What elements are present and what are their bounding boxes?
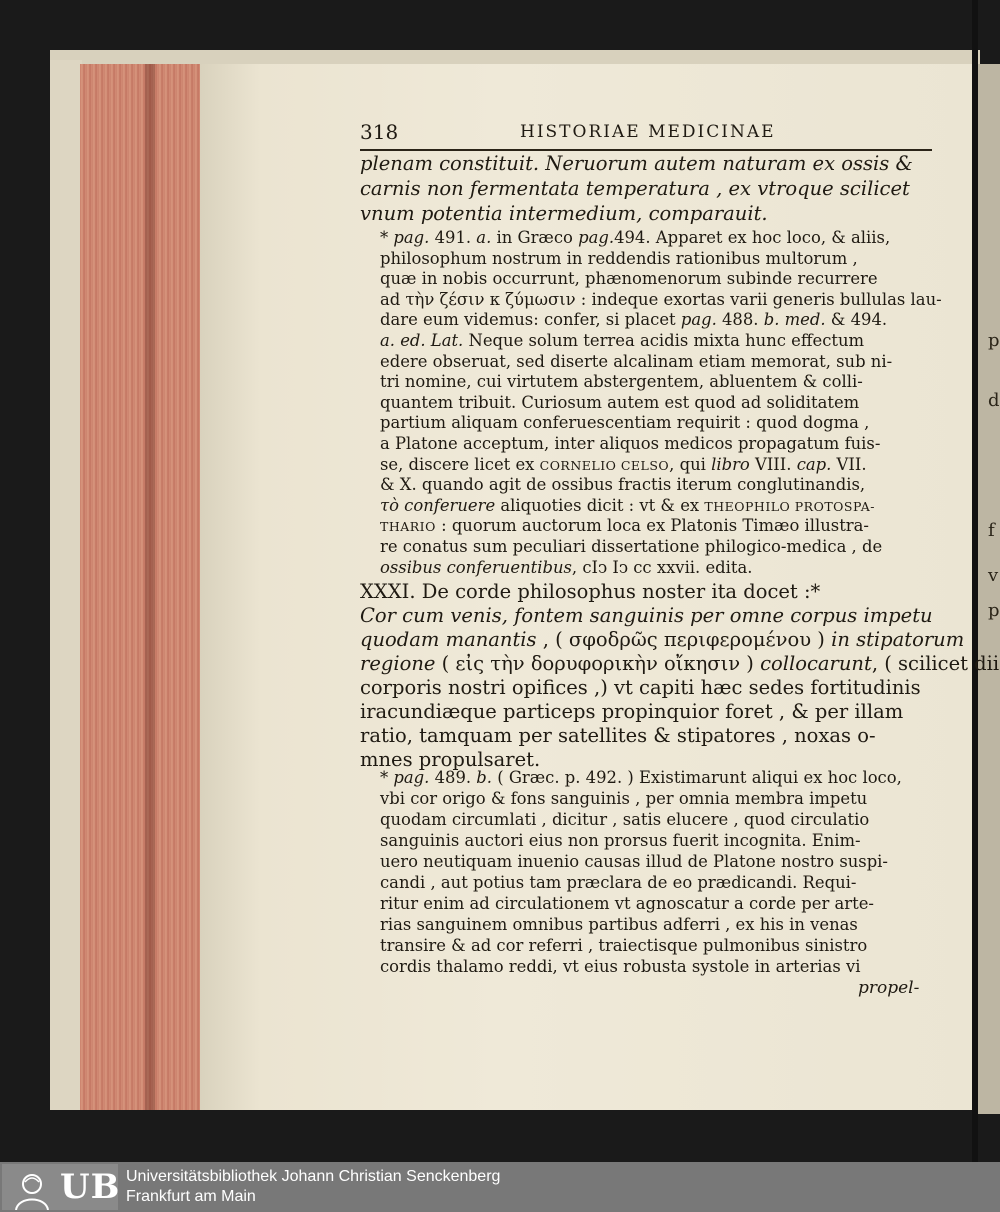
text-line [380,915,858,934]
text-run: quodam circumlati , dicitur , satis elucere , quod circulatio [380,810,870,829]
running-title: HISTORIAE MEDICINAE [520,122,776,142]
text-line [380,768,902,787]
text-line [380,810,869,829]
italic-run: ossibus conferuentibus [380,557,572,577]
text-line [360,676,921,699]
text-line [380,331,864,350]
header-rule [360,149,932,151]
library-name[interactable]: Universitätsbibliothek Johann Christian Senckenberg [126,1168,501,1185]
text-run: XXXI. De corde philosophus noster ita docet :* [360,580,821,603]
italic-run: collocarunt [760,652,872,675]
facing-page-glyph: p [988,330,1000,351]
book-board-left [50,60,82,1110]
text-run: candi , aut potius tam præclara de eo prædicandi. Requi- [380,873,857,892]
text-line [380,455,867,474]
text-line [380,310,887,329]
text-line [380,894,874,913]
text-line [360,724,876,747]
text-line [380,372,863,391]
text-line [380,290,942,309]
text-run: ritur enim ad circulationem vt agnoscatur a corde per arte- [380,894,874,913]
small-caps-run: CORNELIO CELSO [539,457,670,473]
running-header [360,120,932,150]
facing-page-glyph: d [988,390,1000,411]
library-footer-bar [0,1162,1000,1212]
text-run: dare eum videmus: confer, si placet [380,310,681,330]
text-line: plenam constituit. Neruorum autem naturam ex ossis & [360,152,913,175]
text-line: vnum potentia intermedium, comparauit. [360,202,768,225]
text-line [380,852,888,871]
text-run: mnes propulsaret. [360,748,541,771]
text-line [360,628,964,651]
italic-run: b. med. [763,310,826,330]
text-run: uero neutiquam inuenio causas illud de Platone nostro suspi- [380,852,888,871]
text-run: * [380,768,394,787]
italic-run: a. ed. Lat. [380,331,464,350]
text-line [360,700,903,723]
text-run: iracundiæque particeps propinquior foret , & per illam [360,700,904,723]
text-line [380,537,882,556]
text-run: * [380,228,394,247]
text-run: VIII. [749,454,797,474]
italic-run: Cor cum venis, fontem sanguinis per omne corpus impetu [360,604,933,627]
text-run: quæ in nobis occurrunt, phænomenorum subinde recurrere [380,269,878,289]
text-run: philosophum nostrum in reddendis rationibus multorum , [380,248,858,268]
text-run: partium aliquam conferuescentiam requirit : quod dogma , [380,413,870,433]
text-line [380,228,890,247]
italic-run: a. [476,228,492,247]
text-run: edere obseruat, sed diserte alcalinam etiam memorat, sub ni- [380,351,893,371]
text-run: transire & ad cor referri , traiectisque pulmonibus sinistro [380,936,868,955]
text-run: se, discere licet ex [380,454,540,474]
text-run: corporis nostri opifices ,) vt capiti hæc sedes fortitudinis [360,676,921,699]
text-run: , ( σφοδρῶς περιφερομένου ) [536,628,832,651]
library-logo[interactable] [2,1164,121,1210]
text-run: ad τὴν ζέσιν κ ζύμωσιν : indeque exortas varii generis bullulas lau- [380,289,942,309]
text-line [380,936,867,955]
text-line [380,957,860,976]
text-run: re conatus sum peculiari dissertatione philogico-medica , de [380,537,883,556]
text-line [380,558,752,577]
text-line [380,831,861,850]
text-run: 488. [716,310,764,330]
text-run: 491. [429,228,477,247]
text-line [380,393,859,412]
text-line [380,249,858,268]
italic-run: pag. [680,310,717,330]
text-line: carnis non fermentata temperatura , ex vtroque scilicet [360,177,910,200]
text-run: 489. [429,768,477,787]
text-run: ( Græc. p. 492. ) Existimarunt aliqui ex hoc loco, [492,768,902,787]
text-run: : quorum auctorum loca ex Platonis Timæo illustra- [435,516,869,536]
text-run: rias sanguinem omnibus partibus adferri , ex his in venas [380,915,858,934]
text-run: tri nomine, cui virtutem abstergentem, abluentem & colli- [380,372,863,392]
text-run: 494. Apparet ex hoc loco, & aliis, [614,228,891,247]
text-run: & 494. [825,310,888,330]
text-run: , cIↄ Iↄ cc xxvii. edita. [571,557,753,577]
text-line [380,352,892,371]
text-run: aliquoties dicit : vt & ex [495,495,705,515]
text-line [360,604,933,627]
text-run: VII. [831,454,867,474]
italic-run: quodam manantis [360,628,537,651]
italic-run: pag. [393,768,430,787]
page-number: 318 [360,120,399,144]
senckenberg-bust-icon [8,1170,56,1210]
italic-run: τὸ conferuere [380,495,496,515]
text-run: sanguinis auctori eius non prorsus fuerit incognita. Enim- [380,831,861,850]
italic-run: regione [360,652,436,675]
text-run: in Græco [491,228,579,247]
text-run: a Platone acceptum, inter aliquos medicos propagatum fuis- [380,434,881,453]
text-run: ( εἰς τὴν δορυφορικὴν οἴκησιν ) [435,652,761,675]
text-line [380,516,869,535]
italic-run: cap. [796,454,832,474]
text-line [380,475,865,494]
text-line [360,652,999,675]
text-run: , ( scilicet dii [871,652,1000,675]
facing-page-glyph: f [988,520,995,541]
text-run: Neque solum terrea acidis mixta hunc effectum [463,331,865,350]
italic-run: pag. [393,228,430,247]
small-caps-run: THARIO [380,519,436,535]
italic-run: libro [711,454,750,474]
facing-page-strip [975,64,1000,1114]
catchword: propel- [858,978,920,998]
italic-run: in stipatorum [831,628,965,651]
gutter-shadow [972,0,978,1162]
text-line [380,873,856,892]
text-line [380,789,867,808]
text-run: quantem tribuit. Curiosum autem est quod ad soliditatem [380,392,860,412]
page-edge-shadow [145,64,155,1110]
text-line [380,269,878,288]
text-line [380,434,880,453]
text-line [380,413,869,432]
text-run: & X. quando agit de ossibus fractis iterum conglutinandis, [380,475,866,495]
italic-run: pag. [578,228,615,247]
page-edges [80,64,200,1110]
library-logo-text: UB [60,1167,121,1207]
small-caps-run: THEOPHILO PROTOSPA- [704,498,876,514]
text-line [360,580,820,603]
italic-run: b. [476,768,492,787]
facing-page-glyph: p [988,600,1000,621]
library-city: Frankfurt am Main [126,1188,256,1205]
text-line [380,496,875,515]
text-run: cordis thalamo reddi, vt eius robusta systole in arterias vi [380,957,861,976]
text-run: ratio, tamquam per satellites & stipatores , noxas o- [360,724,876,747]
facing-page-glyph: v [988,565,999,586]
text-run: , qui [669,454,712,474]
text-run: vbi cor origo & fons sanguinis , per omnia membra impetu [380,789,868,808]
